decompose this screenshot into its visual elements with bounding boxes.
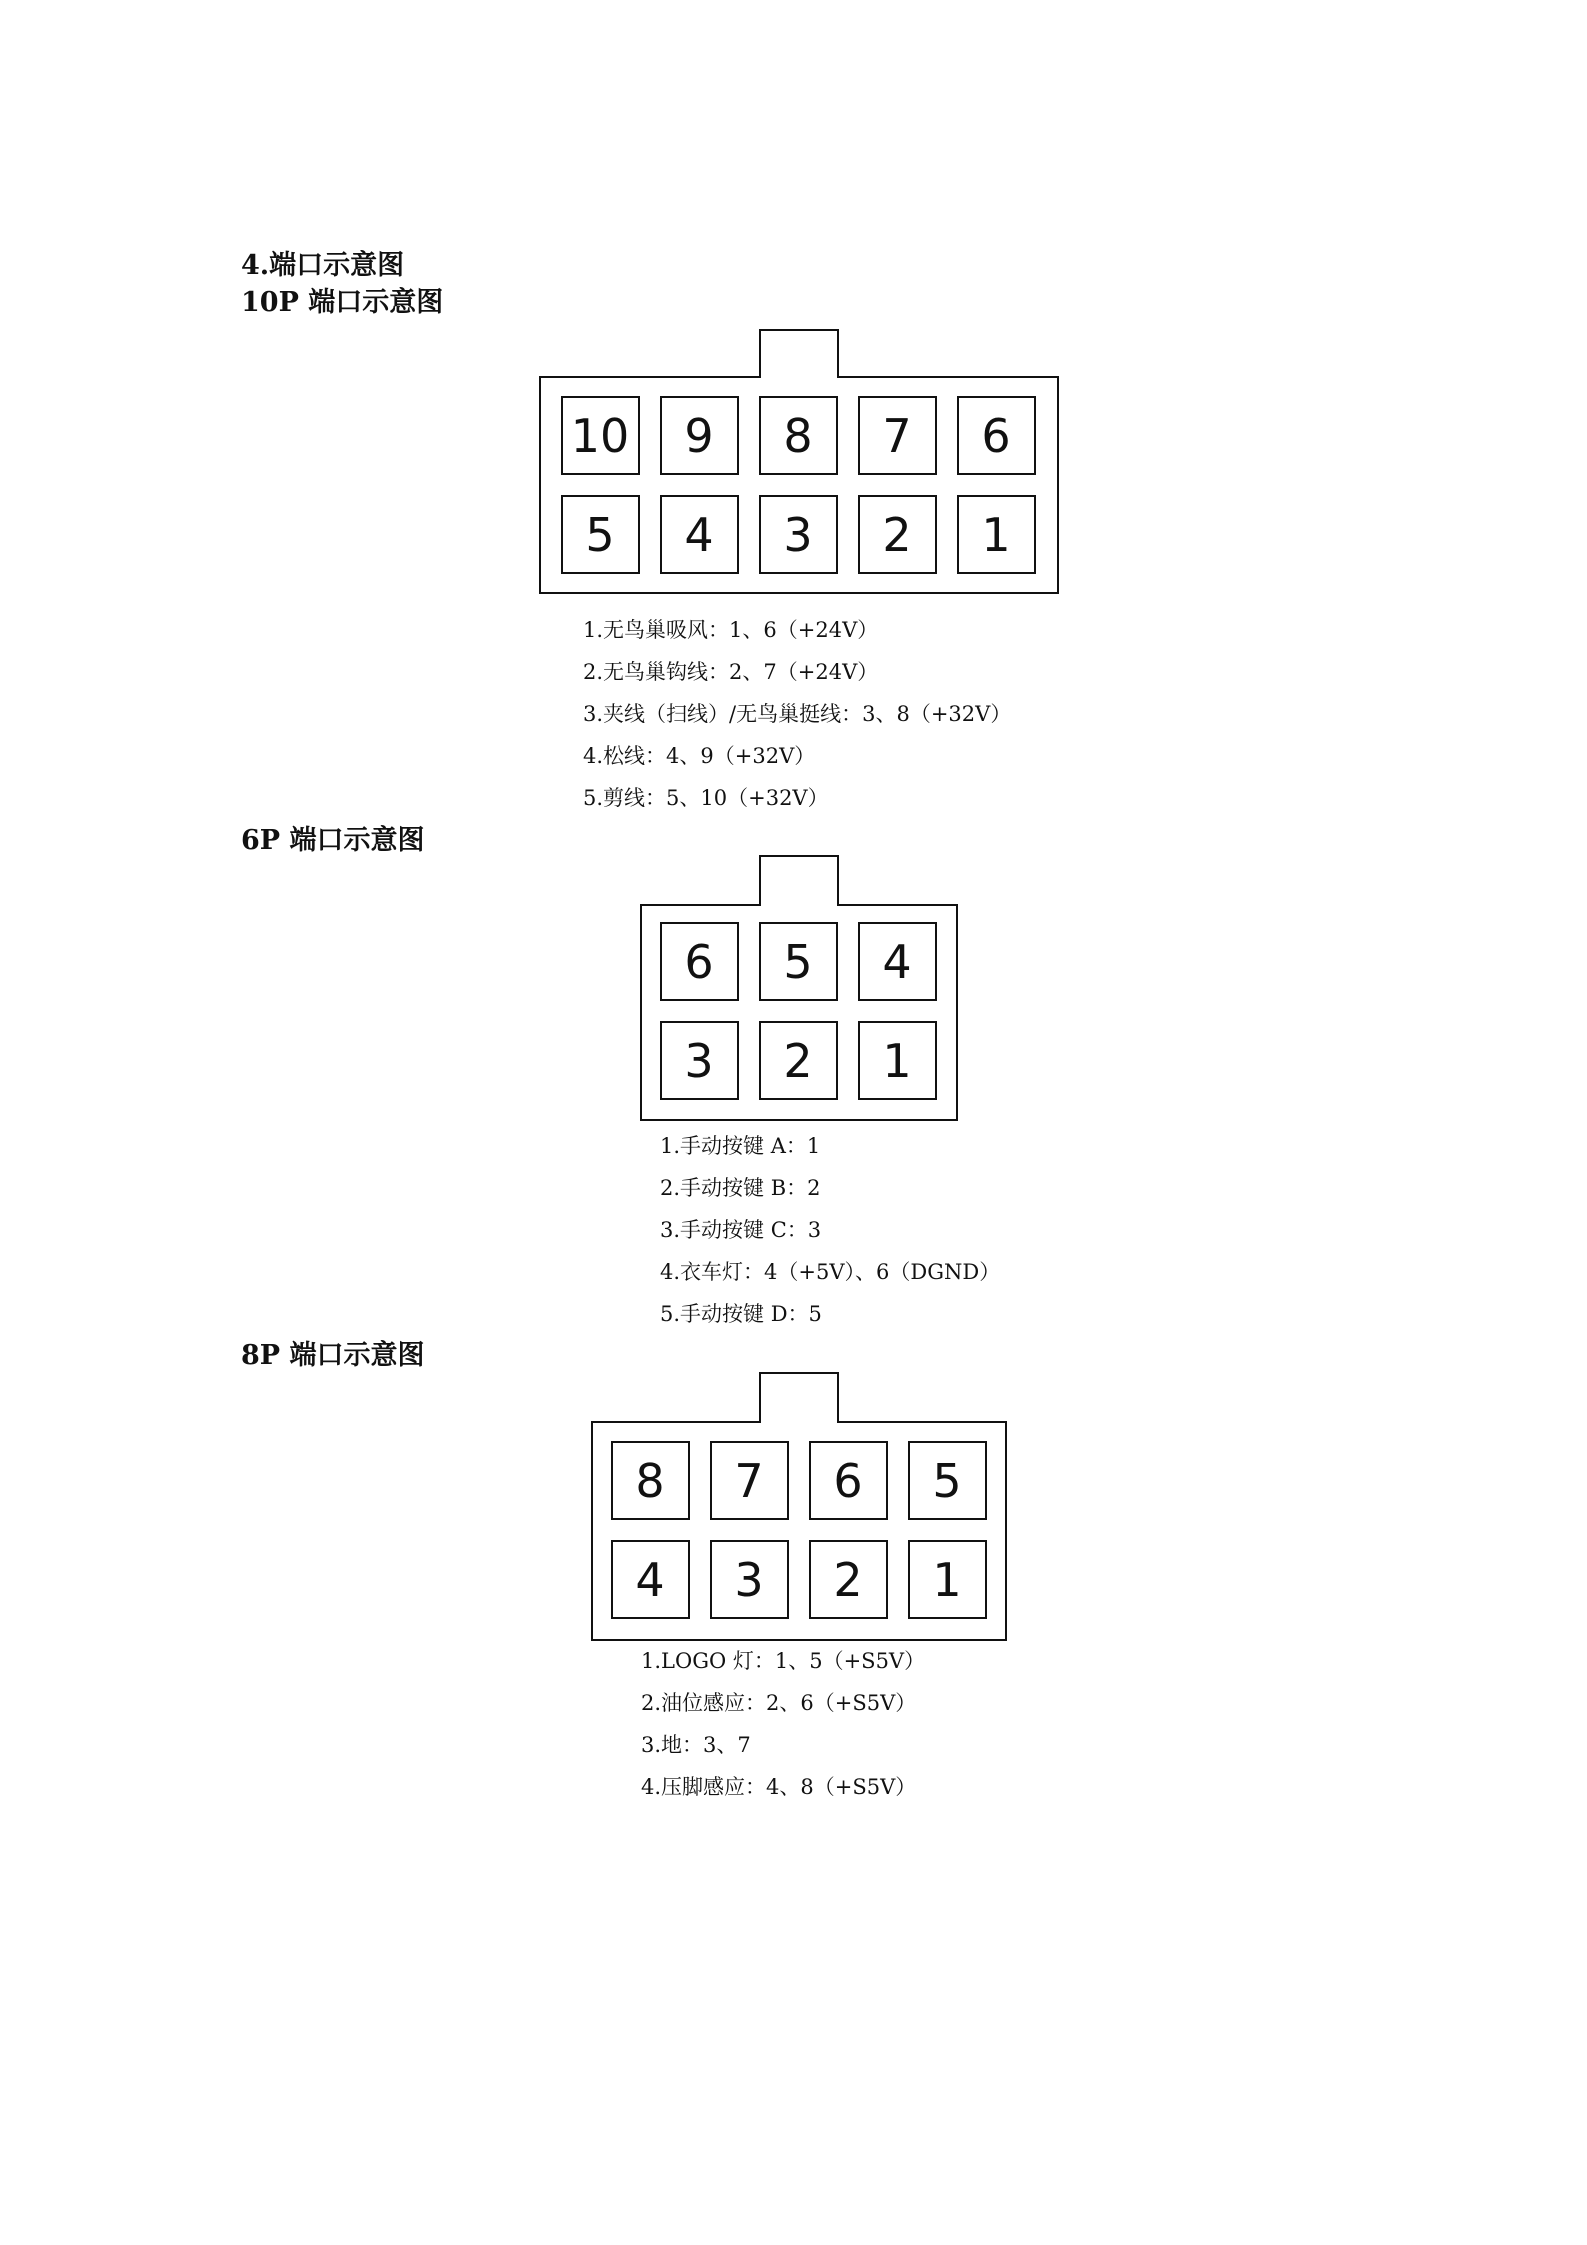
pin-note: 2.手动按键 B：2 bbox=[660, 1176, 821, 1200]
pin-number: 3 bbox=[783, 508, 813, 562]
section-title-6p: 6P 端口示意图 bbox=[241, 825, 425, 856]
page-heading: 4.端口示意图 bbox=[241, 250, 405, 281]
pin-note: 2.油位感应：2、6（+S5V） bbox=[641, 1691, 917, 1715]
section-title-10p: 10P 端口示意图 bbox=[241, 287, 444, 318]
pin-number: 6 bbox=[833, 1454, 863, 1508]
pin-row-top bbox=[612, 1442, 986, 1519]
pin-number: 1 bbox=[882, 1034, 912, 1088]
pin-number: 6 bbox=[684, 935, 714, 989]
pin-note: 3.手动按键 C：3 bbox=[660, 1218, 822, 1242]
pin-number: 5 bbox=[932, 1454, 962, 1508]
pin-number: 5 bbox=[585, 508, 615, 562]
pin-number: 4 bbox=[882, 935, 912, 989]
pin-number: 8 bbox=[635, 1454, 665, 1508]
pin-number: 6 bbox=[981, 409, 1011, 463]
pin-number: 3 bbox=[734, 1553, 764, 1607]
pin-notes-8p bbox=[641, 1640, 925, 1808]
pin-note: 3.地：3、7 bbox=[641, 1733, 751, 1757]
pin-number: 2 bbox=[882, 508, 912, 562]
pin-number: 1 bbox=[932, 1553, 962, 1607]
pin-number: 3 bbox=[684, 1034, 714, 1088]
pin-note: 4.松线：4、9（+32V） bbox=[583, 744, 816, 768]
pin-number: 4 bbox=[635, 1553, 665, 1607]
pin-note: 1.LOGO 灯：1、5（+S5V） bbox=[641, 1649, 926, 1673]
pin-note: 5.手动按键 D：5 bbox=[660, 1302, 822, 1326]
pin-number: 2 bbox=[833, 1553, 863, 1607]
pin-number: 4 bbox=[684, 508, 714, 562]
pin-note: 2.无鸟巢钩线：2、7（+24V） bbox=[583, 660, 879, 684]
pin-number: 7 bbox=[734, 1454, 764, 1508]
pin-row-bottom bbox=[612, 1541, 986, 1618]
pin-number: 7 bbox=[882, 409, 912, 463]
pin-number: 10 bbox=[570, 409, 630, 463]
pin-number: 5 bbox=[783, 935, 813, 989]
pin-number: 1 bbox=[981, 508, 1011, 562]
pin-note: 4.压脚感应：4、8（+S5V） bbox=[641, 1775, 917, 1799]
pin-note: 1.手动按键 A：1 bbox=[660, 1134, 821, 1158]
section-title-8p: 8P 端口示意图 bbox=[241, 1340, 425, 1371]
pin-note: 5.剪线：5、10（+32V） bbox=[583, 786, 829, 810]
pin-note: 4.衣车灯：4（+5V）、6（DGND） bbox=[660, 1260, 1001, 1284]
pin-number: 8 bbox=[783, 409, 813, 463]
pin-number: 2 bbox=[783, 1034, 813, 1088]
pin-note: 1.无鸟巢吸风：1、6（+24V） bbox=[583, 618, 879, 642]
pin-number: 9 bbox=[684, 409, 714, 463]
pin-note: 3.夹线（扫线）/无鸟巢挺线：3、8（+32V） bbox=[583, 702, 1012, 726]
